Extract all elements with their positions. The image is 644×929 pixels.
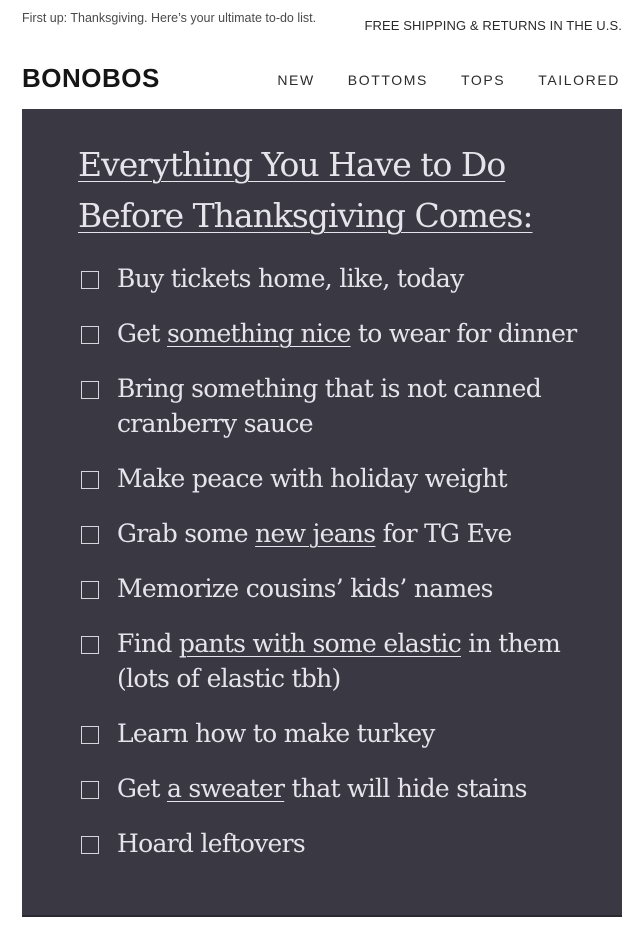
checklist-item-6 <box>80 571 600 606</box>
checkbox-icon <box>81 726 99 744</box>
checklist-item-text: Hoard leftovers <box>117 829 305 858</box>
hero-panel[interactable] <box>22 109 622 917</box>
checkbox-icon <box>81 581 99 599</box>
checklist-item-text: Memorize cousins’ kids’ names <box>117 574 493 603</box>
checklist-item-2 <box>80 316 600 351</box>
checklist-item-text: for TG Eve <box>375 519 512 548</box>
checkbox-icon <box>81 381 99 399</box>
checklist-item-9 <box>80 771 600 806</box>
checkbox-icon <box>81 271 99 289</box>
new-jeans-link[interactable]: new jeans <box>255 519 376 548</box>
checklist-item-text: to wear for dinner <box>350 319 577 348</box>
checklist-item-text: in them (lots of elastic tbh) <box>117 629 561 693</box>
sweater-link[interactable]: a sweater <box>166 774 285 803</box>
pants-with-elastic-link[interactable]: pants with some elastic <box>178 629 462 658</box>
checkbox-icon <box>81 471 99 489</box>
checklist-item-1 <box>80 261 600 296</box>
shipping-banner[interactable]: FREE SHIPPING & RETURNS IN THE U.S. <box>364 18 622 33</box>
checkbox-icon <box>81 326 99 344</box>
checklist-item-4 <box>80 461 600 496</box>
todo-checklist <box>80 261 600 881</box>
nav-link-new[interactable]: NEW <box>277 72 315 88</box>
checklist-item-text: Find <box>117 629 179 658</box>
checklist-item-7 <box>80 626 587 696</box>
nav-link-bottoms[interactable]: BOTTOMS <box>347 72 428 88</box>
something-nice-link[interactable]: something nice <box>166 319 351 348</box>
main-nav <box>277 72 620 88</box>
hero-title-text: Everything You Have to Do Before Thanksgiving Comes: <box>78 145 533 235</box>
checklist-item-text: Grab some <box>117 519 256 548</box>
checklist-item-text: Buy tickets home, like, today <box>117 264 464 293</box>
checklist-item-10 <box>80 826 600 861</box>
checklist-item-text: Get <box>117 319 167 348</box>
checklist-item-3 <box>80 371 557 441</box>
checklist-item-text: Get <box>117 774 167 803</box>
checklist-item-text: Bring something that is not canned cranberry sauce <box>117 374 542 438</box>
checklist-item-text: Make peace with holiday weight <box>117 464 507 493</box>
checklist-item-8 <box>80 716 600 751</box>
checkbox-icon <box>81 781 99 799</box>
nav-link-tailored[interactable]: TAILORED <box>538 72 620 88</box>
checkbox-icon <box>81 526 99 544</box>
hero-title <box>78 139 598 241</box>
brand-logo[interactable]: BONOBOS <box>22 63 160 93</box>
checklist-item-5 <box>80 516 600 551</box>
nav-link-tops[interactable]: TOPS <box>460 72 506 88</box>
preheader-text: First up: Thanksgiving. Here’s your ultimate to-do list. <box>22 11 317 25</box>
checkbox-icon <box>81 636 99 654</box>
checklist-item-text: Learn how to make turkey <box>117 719 435 748</box>
checklist-item-text: that will hide stains <box>284 774 527 803</box>
checkbox-icon <box>81 836 99 854</box>
